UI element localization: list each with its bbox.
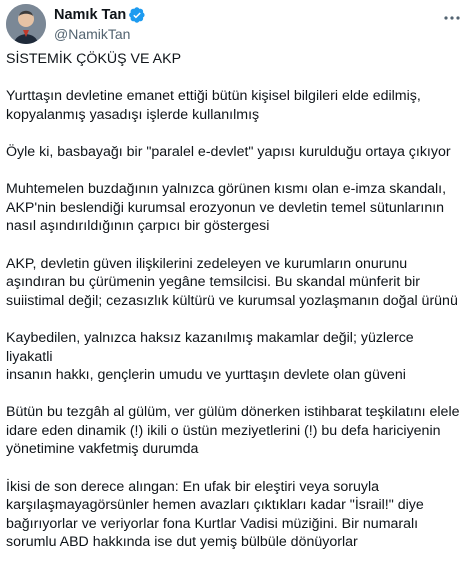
tweet-paragraph: Yurttaşın devletine emanet ettiği bütün kişisel bilgileri elde edilmiş, kopyalanmış yasadışı işlerde kullanılmış: [6, 88, 421, 123]
author-display-name[interactable]: Namık Tan: [54, 7, 127, 23]
tweet-paragraph: Öyle ki, basbayağı bir "paralel e-devlet" yapısı kurulduğu ortaya çıkıyor: [6, 143, 451, 160]
more-horizontal-icon[interactable]: [442, 8, 462, 28]
tweet-paragraph: İkisi de son derece alıngan: En ufak bir eleştiri veya soruyla karşılaşmayagörsünler hemen avazları çıktıkları kadar "İsrail!" diye bağırıyorlar ve veriyorlar fona Kurtlar Vadisi müziğini. Bir numaralı sorumlu ABD hakkında ise dut yemiş bülbüle dönüyorlar: [6, 478, 424, 551]
tweet-paragraph: Kaybedilen, yalnızca haksız kazanılmış makamlar değil; yüzlerce liyakatli insanın hakkı, gençlerin umudu ve yurttaşın devlete olan güveni: [6, 329, 414, 384]
tweet-text: [6, 50, 464, 571]
author-block: [54, 6, 145, 42]
avatar[interactable]: [6, 4, 46, 44]
tweet-header: [6, 4, 462, 44]
tweet-paragraph-title: SİSTEMİK ÇÖKÜŞ VE AKP: [6, 51, 182, 67]
verified-badge-icon: [129, 7, 145, 23]
tweet-paragraph: Muhtemelen buzdağının yalnızca görünen kısmı olan e-imza skandalı, AKP'nin beslendiği kurumsal erozyonun ve devletin temel sütunlarının nasıl aşındırıldığının çarpıcı bir göstergesi: [6, 181, 447, 235]
avatar-image: [6, 4, 46, 44]
tweet-paragraph: Bütün bu tezgâh al gülüm, ver gülüm dönerken istihbarat teşkilatını elele idare eden dinamik (!) ikili o üstün meziyetlerini (!) bu defa hariciyenin yönetimine vakfetmiş durumda: [6, 404, 460, 458]
tweet-paragraph: AKP, devletin güven ilişkilerini zedeleyen ve kurumların onurunu aşındıran bu çürümenin yegâne temsilcisi. Bu skandal münferit bir suiistimal değil; cezasızlık kültürü ve kurumsal yozlaşmanın doğal ürünü: [6, 255, 458, 309]
author-handle[interactable]: @NamikTan: [54, 26, 131, 42]
